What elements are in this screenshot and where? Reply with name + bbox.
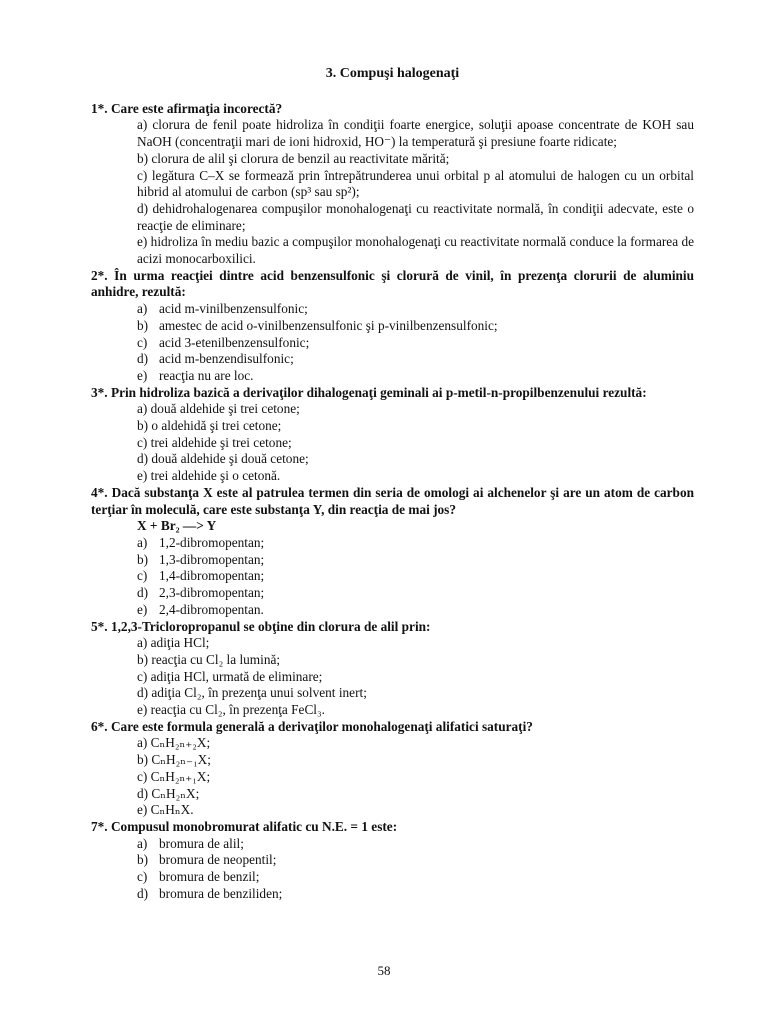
q4-label-b: b) bbox=[137, 551, 149, 567]
q1-option-c: c) legătura C–X se formează prin întrepătrunderea unui orbital p al atomului de halogen cu un orbital hibrid al atomului de carbon (sp³ sau sp²); bbox=[137, 167, 694, 200]
q7-option-a-text: bromura de alil; bbox=[159, 835, 244, 851]
page-number: 58 bbox=[377, 963, 391, 978]
q2-option-d bbox=[137, 351, 694, 368]
q2-option-d-text: acid m-benzendisulfonic; bbox=[159, 351, 294, 367]
q7-label-c: c) bbox=[137, 869, 148, 885]
q4-option-e bbox=[137, 602, 694, 619]
question-3-options bbox=[137, 401, 694, 485]
q2-option-b-text: amestec de acid o-vinilbenzensulfonic şi p-vinilbenzensulfonic; bbox=[159, 317, 498, 333]
question-4: 4*. Dacă substanţa X este al patrulea termen din seria de omologi ai alchenelor şi are un atom de carbon terţiar în moleculă, care este substanţa Y, din reacţia de mai jos? bbox=[91, 484, 694, 517]
q2-label-c: c) bbox=[137, 334, 148, 350]
question-1: 1*. Care este afirmaţia incorectă? bbox=[91, 100, 283, 116]
q4-option-b bbox=[137, 552, 694, 569]
q3-option-e: e) trei aldehide şi o cetonă. bbox=[137, 468, 281, 484]
question-3: 3*. Prin hidroliza bazică a derivaţilor dihalogenaţi geminali ai p-metil-n-propilbenzenului rezultă: bbox=[91, 384, 647, 400]
question-5: 5*. 1,2,3-Tricloropropanul se obţine din clorura de alil prin: bbox=[91, 618, 431, 634]
q3-option-d: d) două aldehide şi două cetone; bbox=[137, 451, 309, 467]
q2-option-a bbox=[137, 301, 694, 318]
q5-option-e: e) reacţia cu Cl₂, în prezenţa FeCl₃. bbox=[137, 702, 325, 718]
q7-label-b: b) bbox=[137, 852, 149, 868]
q7-option-c-text: bromura de benzil; bbox=[159, 869, 260, 885]
q2-label-d: d) bbox=[137, 351, 149, 367]
reaction-formula: X + Br₂ —> Y bbox=[137, 518, 217, 534]
q6-option-b: b) CₙH₂ₙ₋₁X; bbox=[137, 752, 211, 768]
q4-label-c: c) bbox=[137, 568, 148, 584]
q2-option-a-text: acid m-vinilbenzensulfonic; bbox=[159, 301, 308, 317]
q6-option-a: a) CₙH₂ₙ₊₂X; bbox=[137, 735, 211, 751]
q7-option-b bbox=[137, 852, 694, 869]
q2-label-b: b) bbox=[137, 317, 149, 333]
q4-label-a: a) bbox=[137, 534, 148, 550]
question-2: 2*. În urma reacţiei dintre acid benzensulfonic şi clorură de vinil, în prezenţa clorurii de aluminiu anhidre, rezultă: bbox=[91, 267, 694, 300]
q3-option-a: a) două aldehide şi trei cetone; bbox=[137, 401, 300, 417]
q6-option-c: c) CₙH₂ₙ₊₁X; bbox=[137, 768, 211, 784]
q7-option-c bbox=[137, 869, 694, 886]
q6-option-e: e) CₙHₙX. bbox=[137, 802, 194, 818]
q6-option-d: d) CₙH₂ₙX; bbox=[137, 785, 200, 801]
q2-label-a: a) bbox=[137, 301, 148, 317]
q1-option-a: a) clorura de fenil poate hidroliza în condiţii foarte energice, soluţii apoase concentrate de KOH sau NaOH (concentraţii mari de ioni hidroxid, HO⁻) la temperatură şi presiune foarte ridicate; bbox=[137, 117, 694, 150]
q4-label-e: e) bbox=[137, 601, 148, 617]
q4-option-a-text: 1,2-dibromopentan; bbox=[159, 534, 265, 550]
question-4-options bbox=[137, 535, 694, 619]
question-7-options bbox=[137, 836, 694, 903]
q1-option-b: b) clorura de alil şi clorura de benzil au reactivitate mărită; bbox=[137, 150, 450, 166]
q2-option-b bbox=[137, 318, 694, 335]
q1-option-d: d) dehidrohalogenarea compuşilor monohalogenaţi cu reactivitate normală, în condiţii adecvate, este o reacţie de eliminare; bbox=[137, 200, 694, 233]
q1-option-e: e) hidroliza în mediu bazic a compuşilor monohalogenaţi cu reactivitate normală conduce la formarea de acizi monocarboxilici. bbox=[137, 234, 694, 267]
q2-option-e bbox=[137, 368, 694, 385]
q7-label-a: a) bbox=[137, 835, 148, 851]
q3-option-c: c) trei aldehide şi trei cetone; bbox=[137, 434, 292, 450]
q4-option-c bbox=[137, 568, 694, 585]
q7-option-a bbox=[137, 836, 694, 853]
q4-option-d bbox=[137, 585, 694, 602]
question-2-options bbox=[137, 301, 694, 385]
q4-option-a bbox=[137, 535, 694, 552]
page-content bbox=[91, 66, 694, 902]
q4-option-e-text: 2,4-dibromopentan. bbox=[159, 601, 264, 617]
q4-option-c-text: 1,4-dibromopentan; bbox=[159, 568, 265, 584]
q4-label-d: d) bbox=[137, 585, 149, 601]
q5-option-b: b) reacţia cu Cl₂ la lumină; bbox=[137, 651, 281, 667]
q7-label-d: d) bbox=[137, 885, 149, 901]
q3-option-b: b) o aldehidă şi trei cetone; bbox=[137, 418, 282, 434]
question-7: 7*. Compusul monobromurat alifatic cu N.E. = 1 este: bbox=[91, 818, 398, 834]
q5-option-c: c) adiţia HCl, urmată de eliminare; bbox=[137, 668, 323, 684]
q2-option-c-text: acid 3-etenilbenzensulfonic; bbox=[159, 334, 310, 350]
q7-option-d bbox=[137, 886, 694, 903]
q2-option-e-text: reacţia nu are loc. bbox=[159, 367, 254, 383]
q7-option-d-text: bromura de benziliden; bbox=[159, 885, 283, 901]
q7-option-b-text: bromura de neopentil; bbox=[159, 852, 277, 868]
page-title: 3. Compuşi halogenaţi bbox=[325, 66, 460, 81]
q4-option-d-text: 2,3-dibromopentan; bbox=[159, 585, 265, 601]
q5-option-d: d) adiţia Cl₂, în prezenţa unui solvent inert; bbox=[137, 685, 367, 701]
q5-option-a: a) adiţia HCl; bbox=[137, 635, 210, 651]
question-6-options bbox=[137, 735, 694, 819]
question-5-options bbox=[137, 635, 694, 719]
q2-option-c bbox=[137, 335, 694, 352]
q4-option-b-text: 1,3-dibromopentan; bbox=[159, 551, 265, 567]
q2-label-e: e) bbox=[137, 367, 148, 383]
question-6: 6*. Care este formula generală a derivaţilor monohalogenaţi alifatici saturaţi? bbox=[91, 718, 533, 734]
question-1-options bbox=[137, 117, 694, 267]
